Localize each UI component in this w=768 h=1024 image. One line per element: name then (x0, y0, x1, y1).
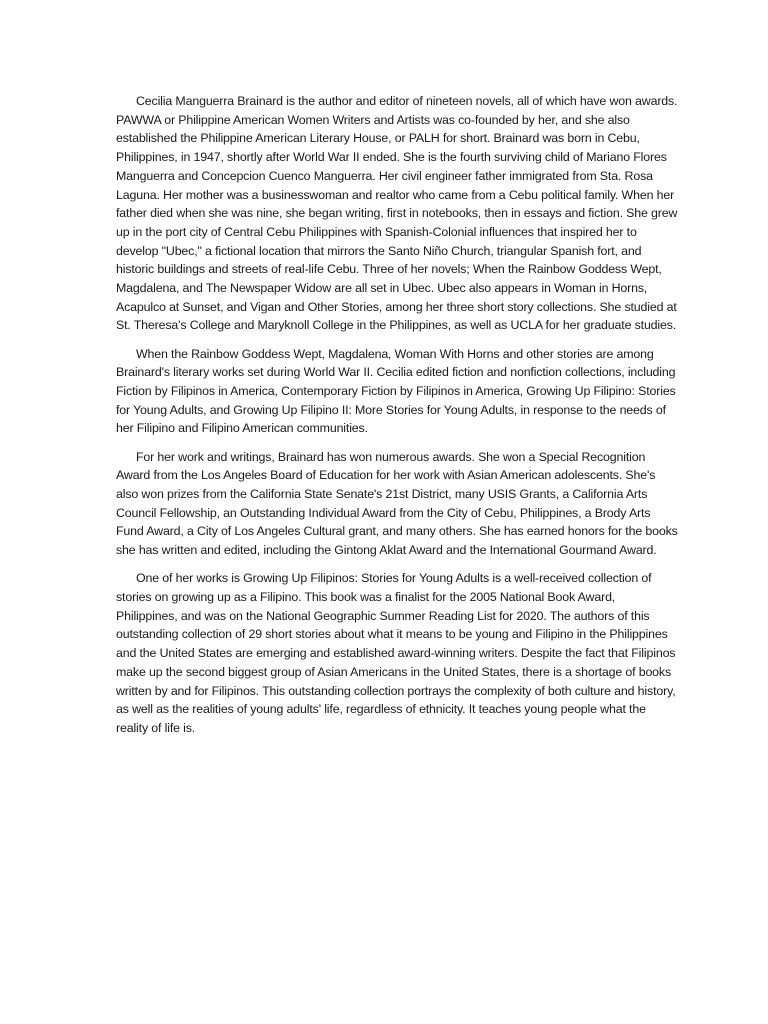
paragraph-awards: For her work and writings, Brainard has won numerous awards. She won a Special Recognition Award from the Los Angeles Board of Education for her work with Asian American adolescents. She's also won prizes from the California State Senate's 21st District, many USIS Grants, a California Arts Council Fellowship, an Outstanding Individual Award from the City of Cebu, Philippines, a Brody Arts Fund Award, a City of Los Angeles Cultural grant, and many others. She has earned honors for the books she has written and edited, including the Gintong Aklat Award and the International Gourmand Award. (116, 449, 678, 558)
paragraph-literary-works: When the Rainbow Goddess Wept, Magdalena, Woman With Horns and other stories are among Brainard's literary works set during World War II. Cecilia edited fiction and nonfiction collections, including Fiction by Filipinos in America, Contemporary Fiction by Filipinos in America, Growing Up Filipino: Stories for Young Adults, and Growing Up Filipino II: More Stories for Young Adults, in response to the needs of her Filipino and Filipino American communities. (116, 346, 676, 436)
paragraph-growing-up-filipinos: One of her works is Growing Up Filipinos: Stories for Young Adults is a well-received collection of stories on growing up as a Filipino. This book was a finalist for the 2005 National Book Award, Philippines, and was on the National Geographic Summer Reading List for 2020. The authors of this outstanding collection of 29 short stories about what it means to be young and Filipino in the Philippines and the United States are emerging and established award-winning writers. Despite the fact that Filipinos make up the second biggest group of Asian Americans in the United States, there is a shortage of books written by and for Filipinos. This outstanding collection portrays the complexity of both culture and history, as well as the realities of young adults' life, regardless of ethnicity. It teaches young people what the reality of life is. (116, 571, 676, 735)
paragraph-biography: Cecilia Manguerra Brainard is the author and editor of nineteen novels, all of which have won awards. PAWWA or Philippine American Women Writers and Artists was co-founded by her, and she also established the Philippine American Literary House, or PALH for short. Brainard was born in Cebu, Philippines, in 1947, shortly after World War II ended. She is the fourth surviving child of Mariano Flores Manguerra and Concepcion Cuenco Manguerra. Her civil engineer father immigrated from Sta. Rosa Laguna. Her mother was a businesswoman and realtor who came from a Cebu political family. When her father died when she was nine, she began writing, first in notebooks, then in essays and fiction. She grew up in the port city of Central Cebu Philippines with Spanish-Colonial influences that inspired her to develop "Ubec," a fictional location that mirrors the Santo Niño Church, triangular Spanish fort, and historic buildings and streets of real-life Cebu. Three of her novels; When the Rainbow Goddess Wept, Magdalena, and The Newspaper Widow are all set in Ubec. Ubec also appears in Woman in Horns, Acapulco at Sunset, and Vigan and Other Stories, among her three short story collections. She studied at St. Theresa's College and Maryknoll College in the Philippines, as well as UCLA for her graduate studies. (116, 94, 678, 333)
document-body (116, 92, 678, 738)
